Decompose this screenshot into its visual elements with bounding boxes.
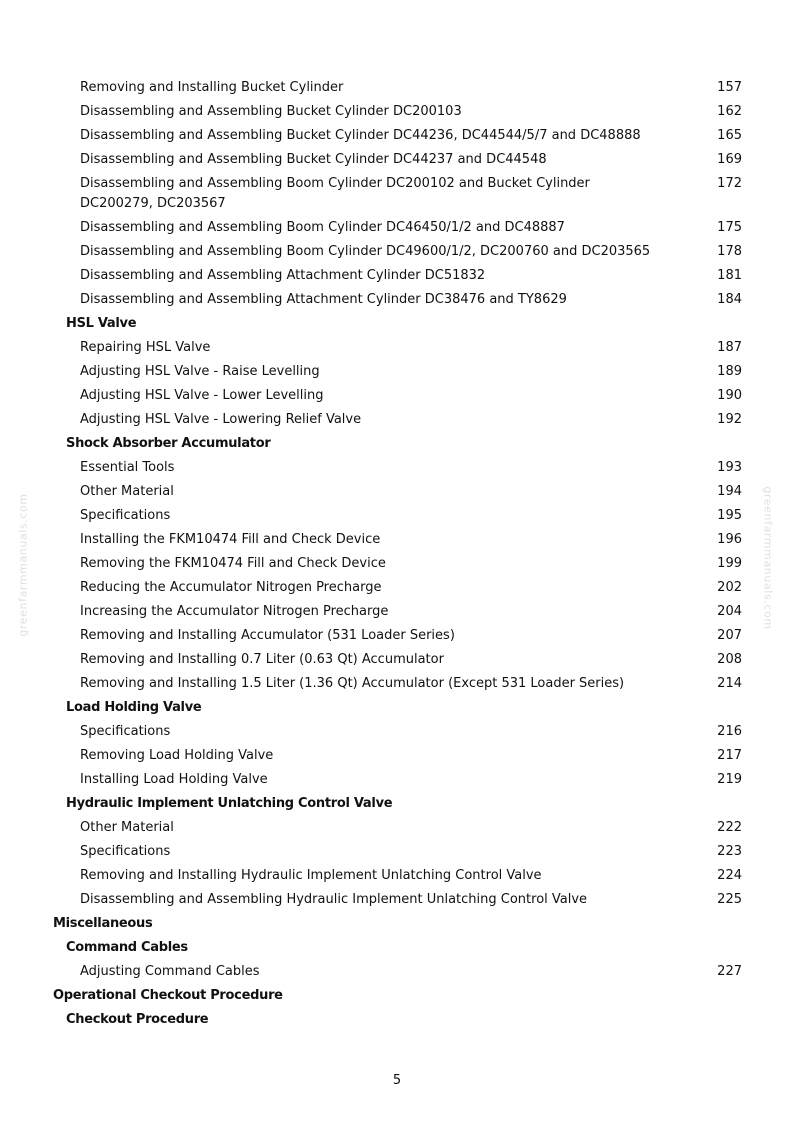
toc-entry-title: Removing and Installing Accumulator (531 Loader Series) [80, 628, 455, 643]
toc-entry-page: 175 [717, 220, 742, 235]
toc-entry-page: 187 [717, 340, 742, 355]
toc-entry-page: 207 [717, 628, 742, 643]
toc-entry-title: Removing Load Holding Valve [80, 748, 274, 763]
toc-entry-page: 157 [717, 80, 742, 95]
toc-entry[interactable] [0, 360, 794, 384]
toc-entry-page: 199 [717, 556, 742, 571]
toc-entry[interactable] [0, 768, 794, 792]
toc-entry-page: 165 [717, 128, 742, 143]
toc-subsection-heading[interactable] [0, 792, 794, 816]
toc-entry-page: 219 [717, 772, 742, 787]
toc-entry-title: Removing the FKM10474 Fill and Check Device [80, 556, 386, 571]
toc-entry[interactable] [0, 552, 794, 576]
toc-entry-page: 216 [717, 724, 742, 739]
toc-entry[interactable] [0, 148, 794, 172]
toc-entry[interactable] [0, 216, 794, 240]
toc-entry-title: Specifications [80, 724, 171, 739]
toc-entry-title: Disassembling and Assembling Boom Cylinder DC200102 and Bucket Cylinder DC200279, DC203567 [80, 176, 590, 211]
toc-entry-title: Repairing HSL Valve [80, 340, 211, 355]
watermark-text: greenfarmmanuals.com [761, 486, 775, 630]
toc-entry-page: 190 [717, 388, 742, 403]
toc-entry-title: Other Material [80, 484, 174, 499]
toc-entry-page: 202 [717, 580, 742, 595]
toc-subsection-heading[interactable] [0, 696, 794, 720]
toc-entry-title: Disassembling and Assembling Boom Cylinder DC46450/1/2 and DC48887 [80, 220, 565, 235]
toc-entry[interactable] [0, 528, 794, 552]
toc-entry-title: Command Cables [66, 940, 188, 955]
toc-entry[interactable] [0, 744, 794, 768]
toc-subsection-heading[interactable] [0, 936, 794, 960]
toc-entry-title: Disassembling and Assembling Hydraulic Implement Unlatching Control Valve [80, 892, 588, 907]
toc-entry-title: Disassembling and Assembling Bucket Cylinder DC44237 and DC44548 [80, 152, 547, 167]
toc-entry-page: 222 [717, 820, 742, 835]
toc-entry[interactable] [0, 240, 794, 264]
toc-entry[interactable] [0, 264, 794, 288]
toc-entry[interactable] [0, 624, 794, 648]
toc-entry-title: Shock Absorber Accumulator [66, 436, 271, 451]
toc-entry-page: 204 [717, 604, 742, 619]
toc-entry-page: 224 [717, 868, 742, 883]
page-number: 5 [392, 1073, 402, 1088]
toc-entry-title: Hydraulic Implement Unlatching Control Valve [66, 796, 393, 811]
toc-entry-title: Adjusting HSL Valve - Lower Levelling [80, 388, 324, 403]
toc-entry[interactable] [0, 172, 794, 216]
toc-entry-page: 192 [717, 412, 742, 427]
toc-entry-page: 217 [717, 748, 742, 763]
table-of-contents [0, 76, 794, 1032]
toc-entry-title: Installing Load Holding Valve [80, 772, 268, 787]
toc-entry[interactable] [0, 504, 794, 528]
toc-subsection-heading[interactable] [0, 432, 794, 456]
toc-entry[interactable] [0, 456, 794, 480]
toc-entry-page: 189 [717, 364, 742, 379]
toc-entry[interactable] [0, 720, 794, 744]
toc-entry-title: Removing and Installing 1.5 Liter (1.36 Qt) Accumulator (Except 531 Loader Series) [80, 676, 625, 691]
toc-entry-title: Operational Checkout Procedure [53, 988, 283, 1003]
toc-entry-title: Disassembling and Assembling Attachment Cylinder DC38476 and TY8629 [80, 292, 567, 307]
toc-entry-title: Increasing the Accumulator Nitrogen Precharge [80, 604, 389, 619]
watermark-text: greenfarmmanuals.com [16, 493, 30, 637]
toc-entry-title: Disassembling and Assembling Boom Cylinder DC49600/1/2, DC200760 and DC203565 [80, 244, 651, 259]
toc-entry-page: 195 [717, 508, 742, 523]
toc-entry-title: Disassembling and Assembling Bucket Cylinder DC44236, DC44544/5/7 and DC48888 [80, 128, 641, 143]
toc-entry[interactable] [0, 288, 794, 312]
toc-entry-title: Removing and Installing Bucket Cylinder [80, 80, 344, 95]
toc-entry[interactable] [0, 888, 794, 912]
toc-entry-title: Checkout Procedure [66, 1012, 209, 1027]
toc-entry-page: 178 [717, 244, 742, 259]
toc-entry-title: Adjusting Command Cables [80, 964, 260, 979]
toc-entry[interactable] [0, 672, 794, 696]
toc-entry[interactable] [0, 960, 794, 984]
toc-entry-page: 225 [717, 892, 742, 907]
toc-entry-title: Other Material [80, 820, 174, 835]
toc-entry[interactable] [0, 648, 794, 672]
toc-entry-page: 223 [717, 844, 742, 859]
toc-entry-title: Load Holding Valve [66, 700, 202, 715]
toc-entry-title: Reducing the Accumulator Nitrogen Precharge [80, 580, 382, 595]
toc-entry-title: Miscellaneous [53, 916, 153, 931]
toc-entry-page: 194 [717, 484, 742, 499]
toc-entry-page: 214 [717, 676, 742, 691]
toc-subsection-heading[interactable] [0, 312, 794, 336]
toc-entry[interactable] [0, 336, 794, 360]
toc-entry-title: Adjusting HSL Valve - Raise Levelling [80, 364, 320, 379]
toc-entry[interactable] [0, 408, 794, 432]
toc-entry[interactable] [0, 100, 794, 124]
toc-section-heading[interactable] [0, 912, 794, 936]
toc-entry-title: Removing and Installing Hydraulic Implement Unlatching Control Valve [80, 868, 542, 883]
toc-entry-page: 162 [717, 104, 742, 119]
toc-entry[interactable] [0, 124, 794, 148]
toc-entry-page: 196 [717, 532, 742, 547]
toc-entry-page: 181 [717, 268, 742, 283]
toc-section-heading[interactable] [0, 984, 794, 1008]
toc-entry[interactable] [0, 816, 794, 840]
toc-entry-title: Removing and Installing 0.7 Liter (0.63 Qt) Accumulator [80, 652, 444, 667]
toc-entry-title: Adjusting HSL Valve - Lowering Relief Valve [80, 412, 362, 427]
toc-entry-page: 184 [717, 292, 742, 307]
toc-entry[interactable] [0, 576, 794, 600]
toc-entry-page: 172 [717, 176, 742, 191]
toc-entry-title: HSL Valve [66, 316, 137, 331]
toc-entry-page: 227 [717, 964, 742, 979]
toc-entry-title: Disassembling and Assembling Bucket Cylinder DC200103 [80, 104, 462, 119]
toc-entry[interactable] [0, 480, 794, 504]
toc-entry-title: Specifications [80, 508, 171, 523]
toc-entry[interactable] [0, 864, 794, 888]
toc-entry[interactable] [0, 76, 794, 100]
toc-entry-page: 208 [717, 652, 742, 667]
toc-entry-title: Specifications [80, 844, 171, 859]
toc-subsection-heading[interactable] [0, 1008, 794, 1032]
toc-entry-title: Installing the FKM10474 Fill and Check Device [80, 532, 381, 547]
toc-entry-title: Essential Tools [80, 460, 175, 475]
toc-entry[interactable] [0, 384, 794, 408]
toc-entry[interactable] [0, 840, 794, 864]
toc-entry-page: 169 [717, 152, 742, 167]
toc-entry-title: Disassembling and Assembling Attachment Cylinder DC51832 [80, 268, 486, 283]
toc-entry-page: 193 [717, 460, 742, 475]
toc-entry[interactable] [0, 600, 794, 624]
